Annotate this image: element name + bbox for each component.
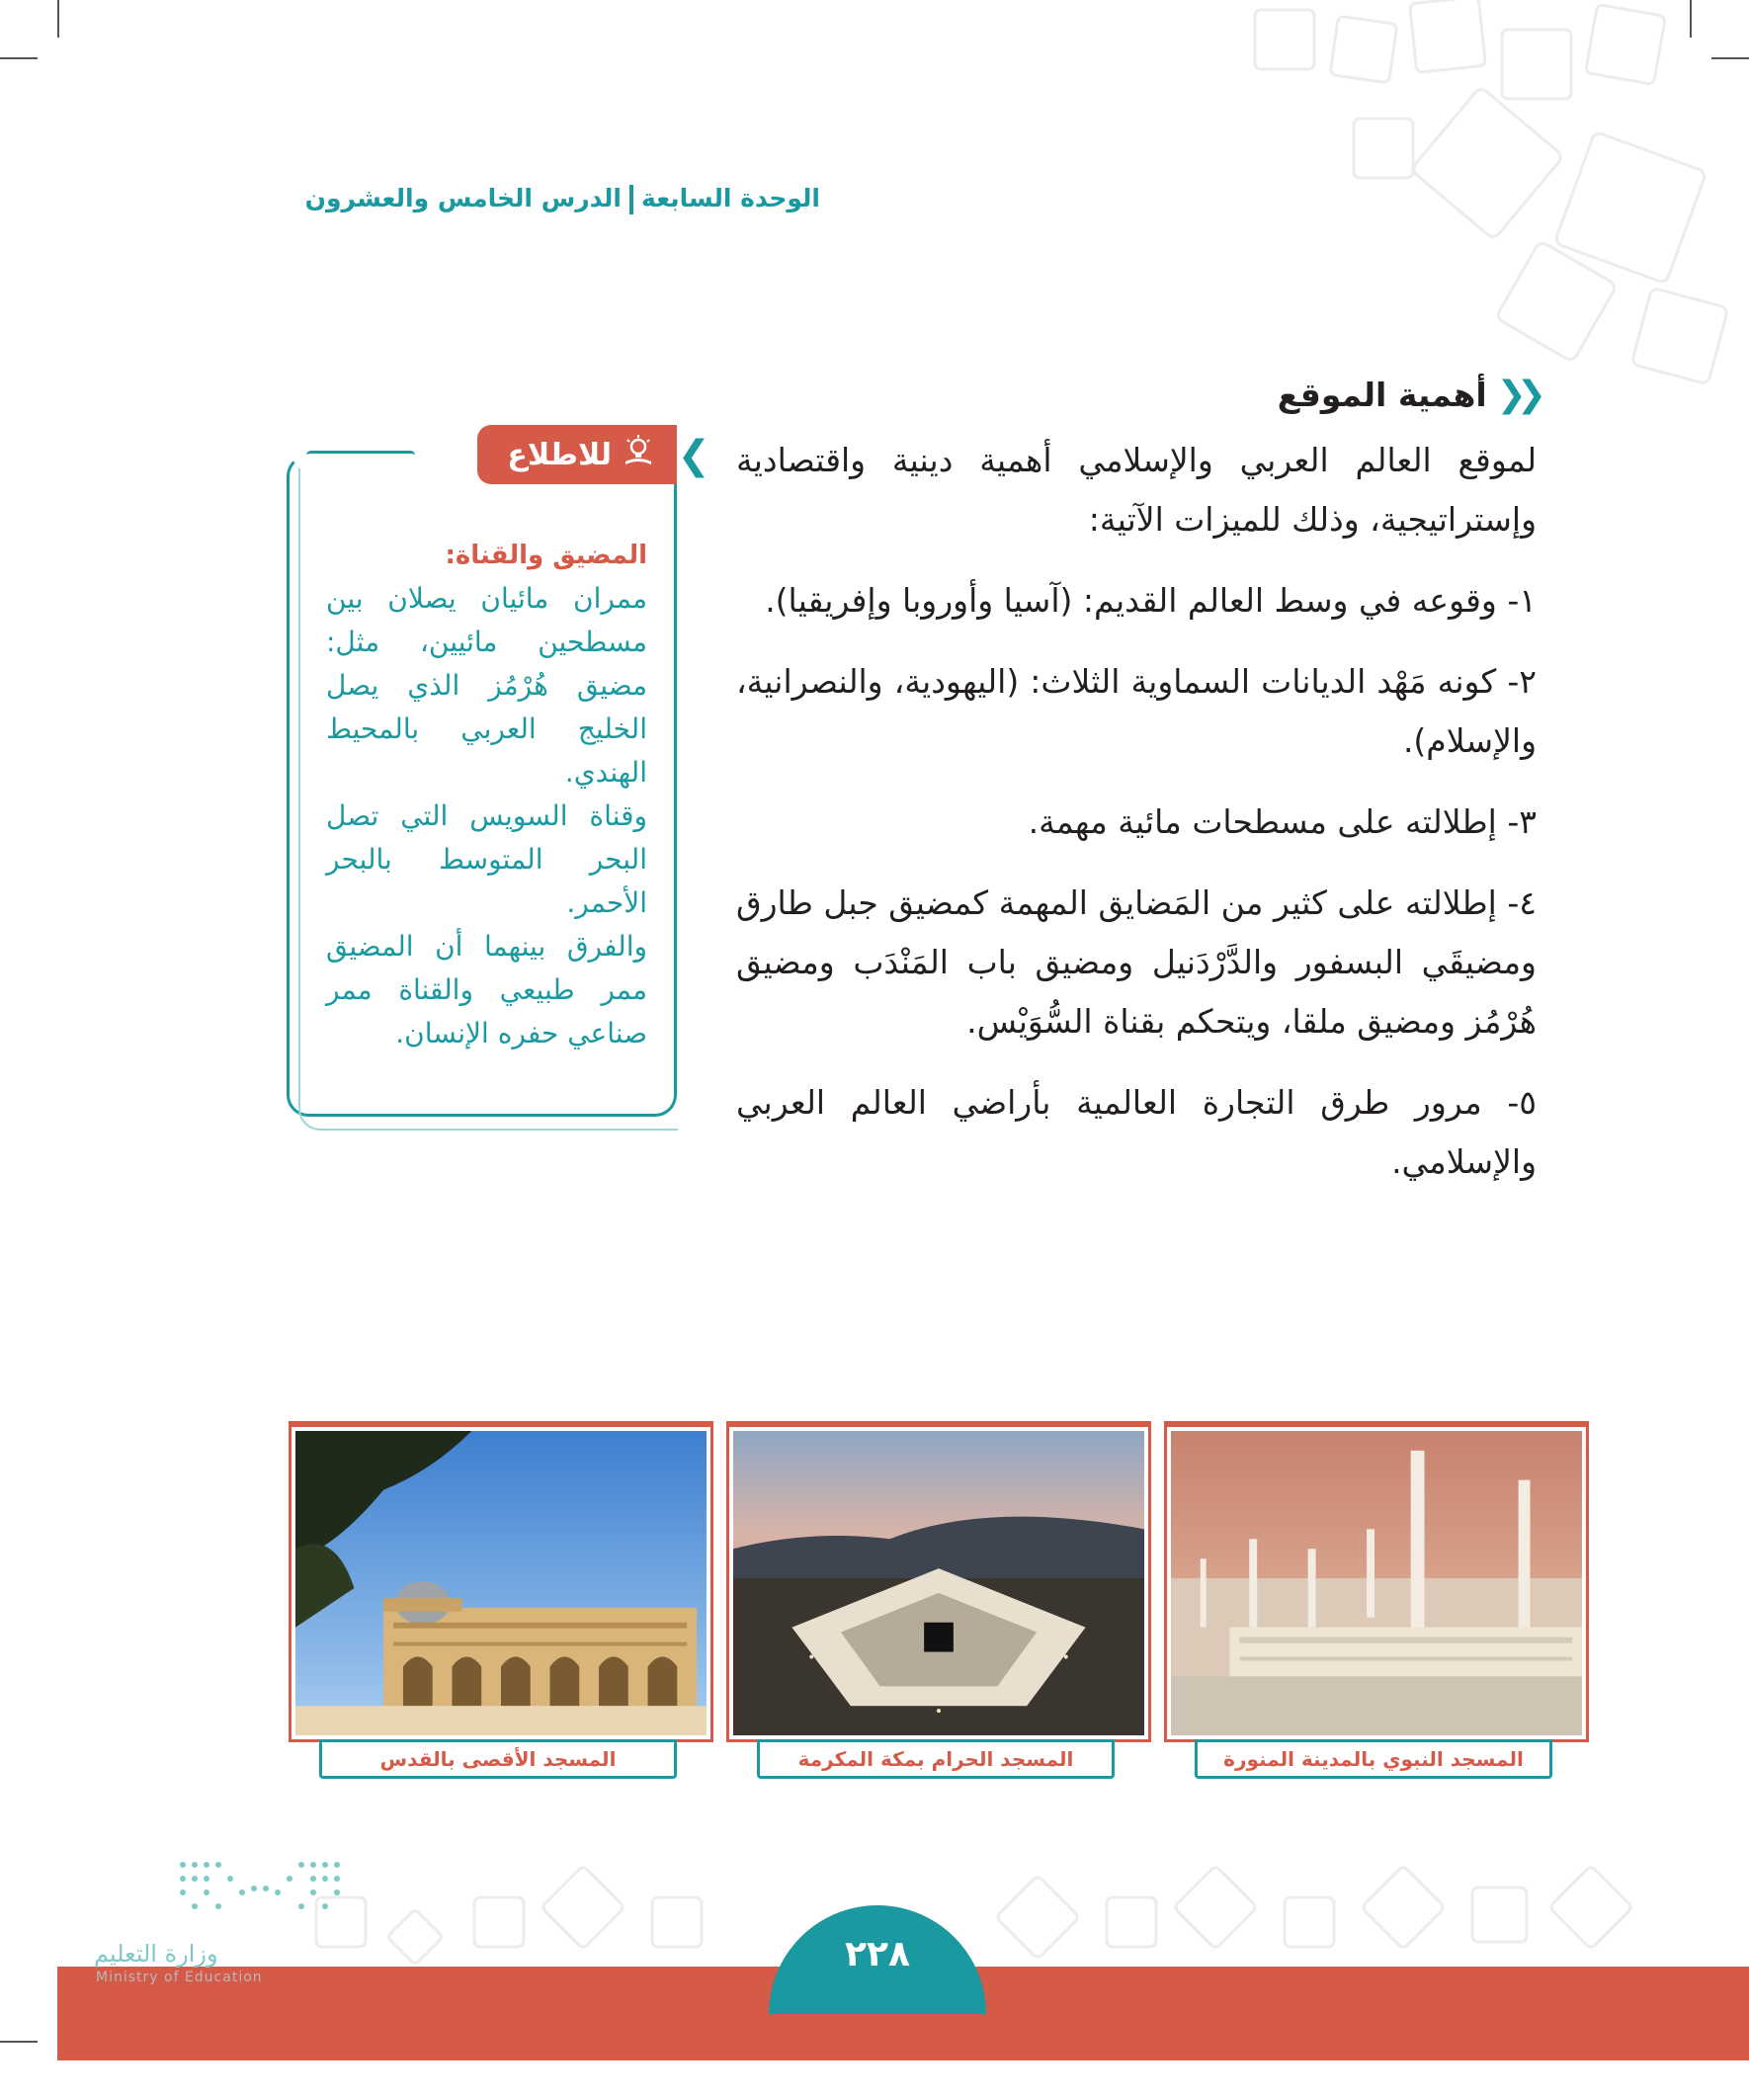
lesson-label: الدرس الخامس والعشرون: [304, 184, 622, 212]
crop-mark: [57, 0, 59, 38]
section-intro: لموقع العالم العربي والإسلامي أهمية دينية واقتصادية وإستراتيجية، وذلك للميزات الآتية:: [736, 441, 1537, 539]
point-5: ٥- مرور طرق التجارة العالمية بأراضي العالم العربي والإسلامي.: [736, 1083, 1537, 1181]
double-chevron-icon: ❮❮: [1496, 375, 1537, 415]
main-content: [736, 366, 1537, 1214]
unit-label: الوحدة السابعة: [641, 184, 820, 212]
lightbulb-book-icon: [622, 434, 655, 475]
info-box: [287, 425, 710, 1117]
info-badge: [477, 425, 677, 484]
header-separator: [629, 185, 633, 214]
badge-chevron-icon: ❮: [677, 433, 710, 478]
al-aqsa-image: [295, 1431, 707, 1735]
decorative-squares: [998, 0, 1749, 415]
decorative-footer-squares: [296, 1858, 1749, 1967]
ministry-dots-icon: [94, 1853, 351, 1932]
masjid-al-haram-image: [733, 1431, 1144, 1735]
crop-mark: [0, 2041, 38, 2043]
masjid-an-nabawi-caption: المسجد النبوي بالمدينة المنورة: [1195, 1739, 1552, 1779]
photo-masjid-an-nabawi: [1164, 1421, 1589, 1771]
masjid-an-nabawi-image: [1171, 1431, 1582, 1735]
page-number: ٢٢٨: [845, 1934, 910, 1974]
ministry-name-ar: وزارة التعليم: [94, 1940, 218, 1968]
point-3: ٣- إطلالته على مسطحات مائية مهمة.: [1028, 802, 1537, 841]
photo-strip: [289, 1421, 1534, 1782]
info-paragraph-2: وقناة السويس التي تصل البحر المتوسط بالبحر الأحمر.: [326, 799, 647, 919]
info-box-top-line: [306, 451, 415, 460]
point-1: ١- وقوعه في وسط العالم القديم: (آسيا وأوروبا وإفريقيا).: [765, 581, 1537, 620]
info-box-content: [326, 534, 647, 1055]
info-paragraph-3: والفرق بينهما أن المضيق ممر طبيعي والقناة ممر صناعي حفره الإنسان.: [326, 930, 647, 1050]
photo-masjid-al-haram: [726, 1421, 1151, 1771]
ministry-logo: [94, 1853, 351, 1985]
masjid-al-haram-caption: المسجد الحرام بمكة المكرمة: [757, 1739, 1115, 1779]
ministry-name-en: Ministry of Education: [96, 1970, 263, 1985]
section-title-text: أهمية الموقع: [1277, 376, 1487, 414]
point-2: ٢- كونه مَهْد الديانات السماوية الثلاث: (اليهودية، والنصرانية، والإسلام).: [736, 662, 1537, 760]
section-title: [736, 366, 1537, 425]
info-badge-label: للاطلاع: [507, 437, 612, 472]
info-heading: المضيق والقناة:: [445, 541, 647, 570]
point-4: ٤- إطلالته على كثير من المَضايق المهمة كمضيق جبل طارق ومضيقَي البسفور والدَّرْدَنيل ومضيق باب المَنْدَب ومضيق هُرْمُز ومضيق ملقا، ويتحكم بقناة السُّوَيْس.: [736, 883, 1537, 1041]
info-paragraph-1: ممران مائيان يصلان بين مسطحين مائيين، مثل: مضيق هُرْمُز الذي يصل الخليج العربي بالمحيط الهندي.: [326, 582, 647, 789]
al-aqsa-caption: المسجد الأقصى بالقدس: [319, 1739, 677, 1779]
photo-al-aqsa: [289, 1421, 713, 1771]
crop-mark: [0, 57, 38, 59]
page-header: [287, 184, 820, 214]
